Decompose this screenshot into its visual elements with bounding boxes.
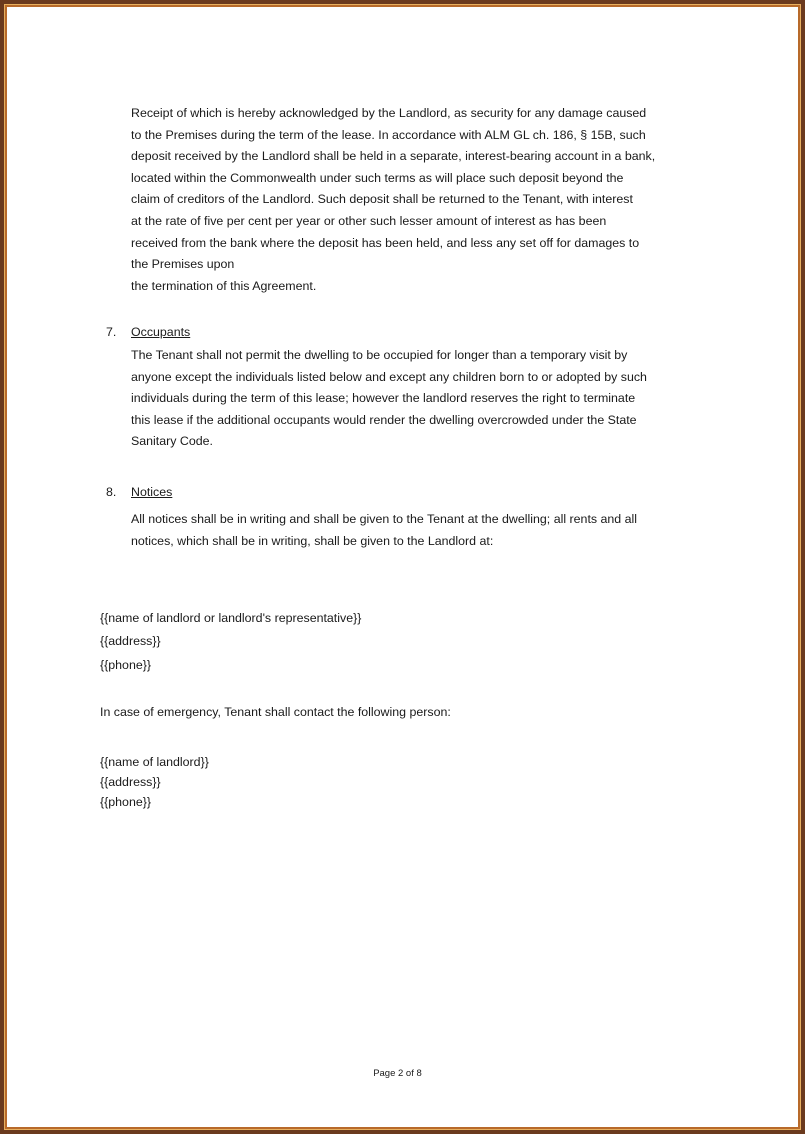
paragraph-line: to the Premises during the term of the lease. In accordance with ALM GL ch. 186, § 15B, such bbox=[131, 127, 646, 142]
emergency-name-placeholder: {{name of landlord}} bbox=[100, 755, 209, 769]
emergency-intro: In case of emergency, Tenant shall contact the following person: bbox=[100, 705, 451, 719]
section-heading-notices: Notices bbox=[131, 485, 173, 499]
paragraph-line: Receipt of which is hereby acknowledged by the Landlord, as security for any damage caused bbox=[131, 106, 647, 120]
landlord-phone-placeholder: {{phone}} bbox=[100, 658, 152, 672]
section-number: 8. bbox=[106, 485, 117, 499]
paragraph-line: at the rate of five per cent per year or other such lesser amount of interest as has been bbox=[131, 213, 607, 228]
emergency-phone-placeholder: {{phone}} bbox=[100, 795, 152, 809]
paragraph-line: claim of creditors of the Landlord. Such deposit shall be returned to the Tenant, with interest bbox=[131, 192, 633, 207]
notices-paragraph bbox=[131, 509, 701, 552]
paragraph-line: notices, which shall be in writing, shall be given to the Landlord at: bbox=[131, 533, 494, 548]
landlord-address-placeholder: {{address}} bbox=[100, 634, 161, 648]
landlord-name-placeholder: {{name of landlord or landlord's representative}} bbox=[100, 611, 362, 625]
security-deposit-paragraph bbox=[131, 103, 701, 297]
section-heading-occupants: Occupants bbox=[131, 325, 191, 339]
paragraph-line: the Premises upon bbox=[131, 257, 235, 272]
paragraph-line: deposit received by the Landlord shall be held in a separate, interest-bearing account in a bank, bbox=[131, 149, 656, 164]
paragraph-line: the termination of this Agreement. bbox=[131, 278, 317, 293]
section-number: 7. bbox=[106, 325, 117, 339]
paragraph-line: Sanitary Code. bbox=[131, 434, 213, 449]
paragraph-line: anyone except the individuals listed below and except any children born to or adopted by such bbox=[131, 369, 647, 384]
paragraph-line: The Tenant shall not permit the dwelling to be occupied for longer than a temporary visit by bbox=[131, 348, 628, 362]
paragraph-line: located within the Commonwealth under such terms as will place such deposit beyond the bbox=[131, 170, 624, 185]
paragraph-line: All notices shall be in writing and shall be given to the Tenant at the dwelling; all rents and all bbox=[131, 512, 638, 526]
occupants-paragraph bbox=[131, 345, 701, 453]
emergency-address-placeholder: {{address}} bbox=[100, 775, 161, 789]
paragraph-line: individuals during the term of this lease; however the landlord reserves the right to terminate bbox=[131, 391, 636, 406]
paragraph-line: received from the bank where the deposit has been held, and less any set off for damages to bbox=[131, 235, 640, 250]
page-number-footer: Page 2 of 8 bbox=[373, 1068, 422, 1079]
paragraph-line: this lease if the additional occupants would render the dwelling overcrowded under the State bbox=[131, 412, 637, 427]
